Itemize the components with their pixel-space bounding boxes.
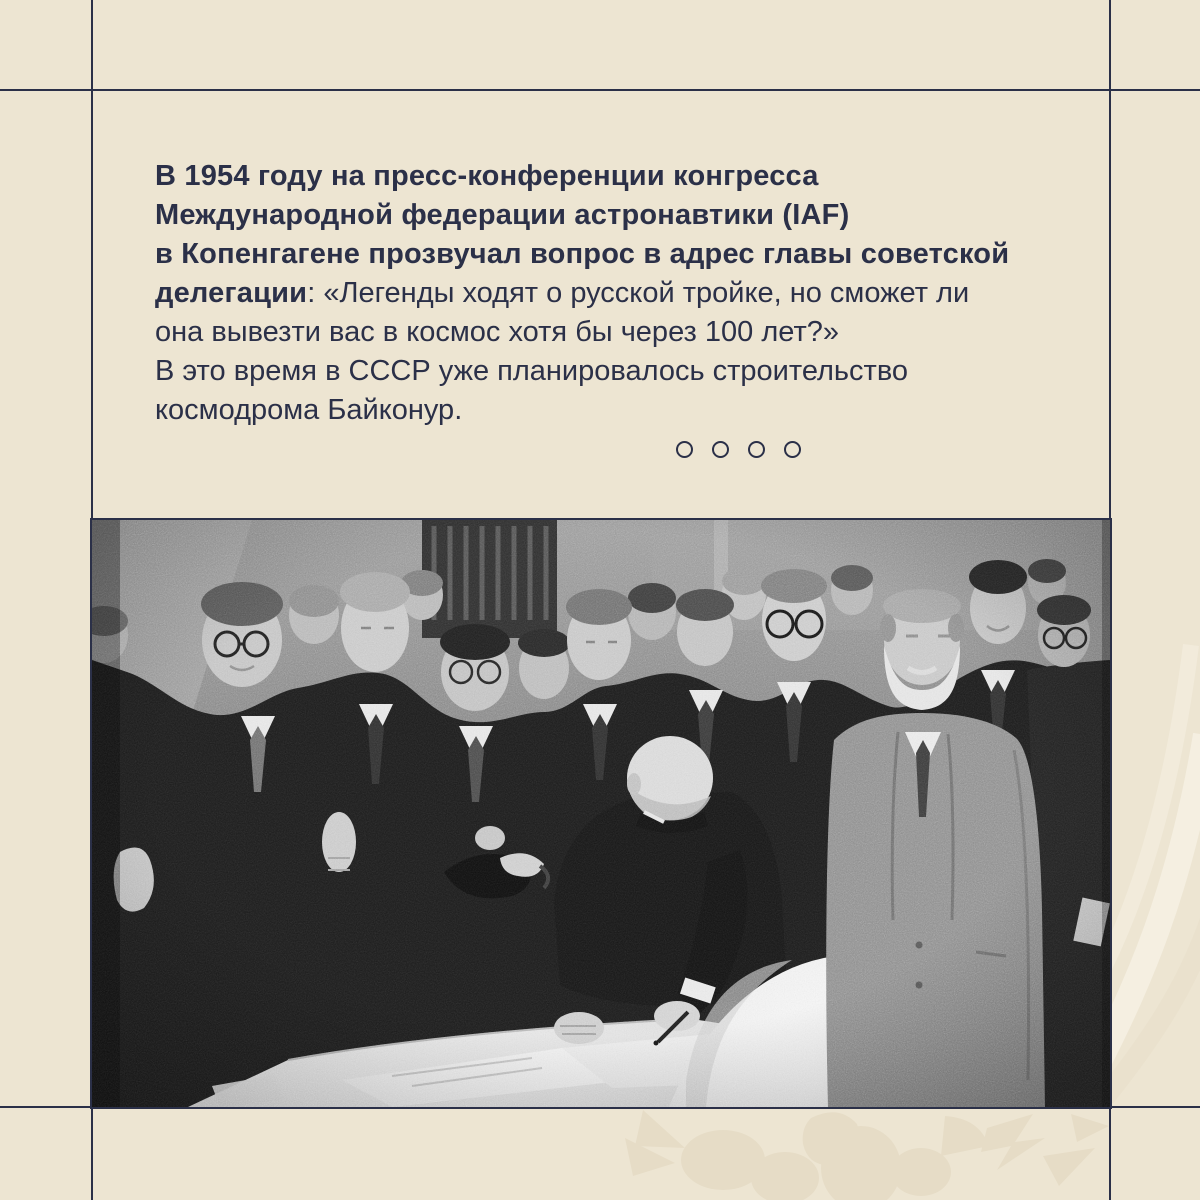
paragraph-line: делегации: «Легенды ходят о русской тройке, но сможет ли [155, 277, 970, 309]
pagination-dot[interactable] [784, 441, 801, 458]
bold-text: Международной федерации астронавтики (IAF) [155, 199, 850, 231]
paragraph-line: В это время в СССР уже планировалось строительство [155, 355, 909, 387]
watermark-emblem [615, 1108, 1109, 1200]
historical-photo [90, 518, 1112, 1109]
intro-paragraph [155, 157, 1009, 430]
bold-text: В 1954 году на пресс-конференции конгресса [155, 160, 819, 192]
paragraph-line: она вывезти вас в космос хотя бы через 100 лет?» [155, 316, 839, 348]
watermark-swoosh [1111, 555, 1200, 1103]
paragraph-line [155, 157, 1009, 196]
carousel-pagination [676, 441, 801, 458]
paragraph-line: космодрома Байконур. [155, 394, 463, 426]
paragraph-line [155, 196, 1009, 235]
frame-line-top [0, 89, 1200, 91]
bold-text: делегации [155, 277, 308, 309]
pagination-dot[interactable] [748, 441, 765, 458]
pagination-dot[interactable] [676, 441, 693, 458]
bold-text: в Копенгагене прозвучал вопрос в адрес главы советской [155, 238, 1010, 270]
pagination-dot[interactable] [712, 441, 729, 458]
photo-grain-overlay [92, 520, 1110, 1107]
paragraph-line [155, 235, 1009, 274]
